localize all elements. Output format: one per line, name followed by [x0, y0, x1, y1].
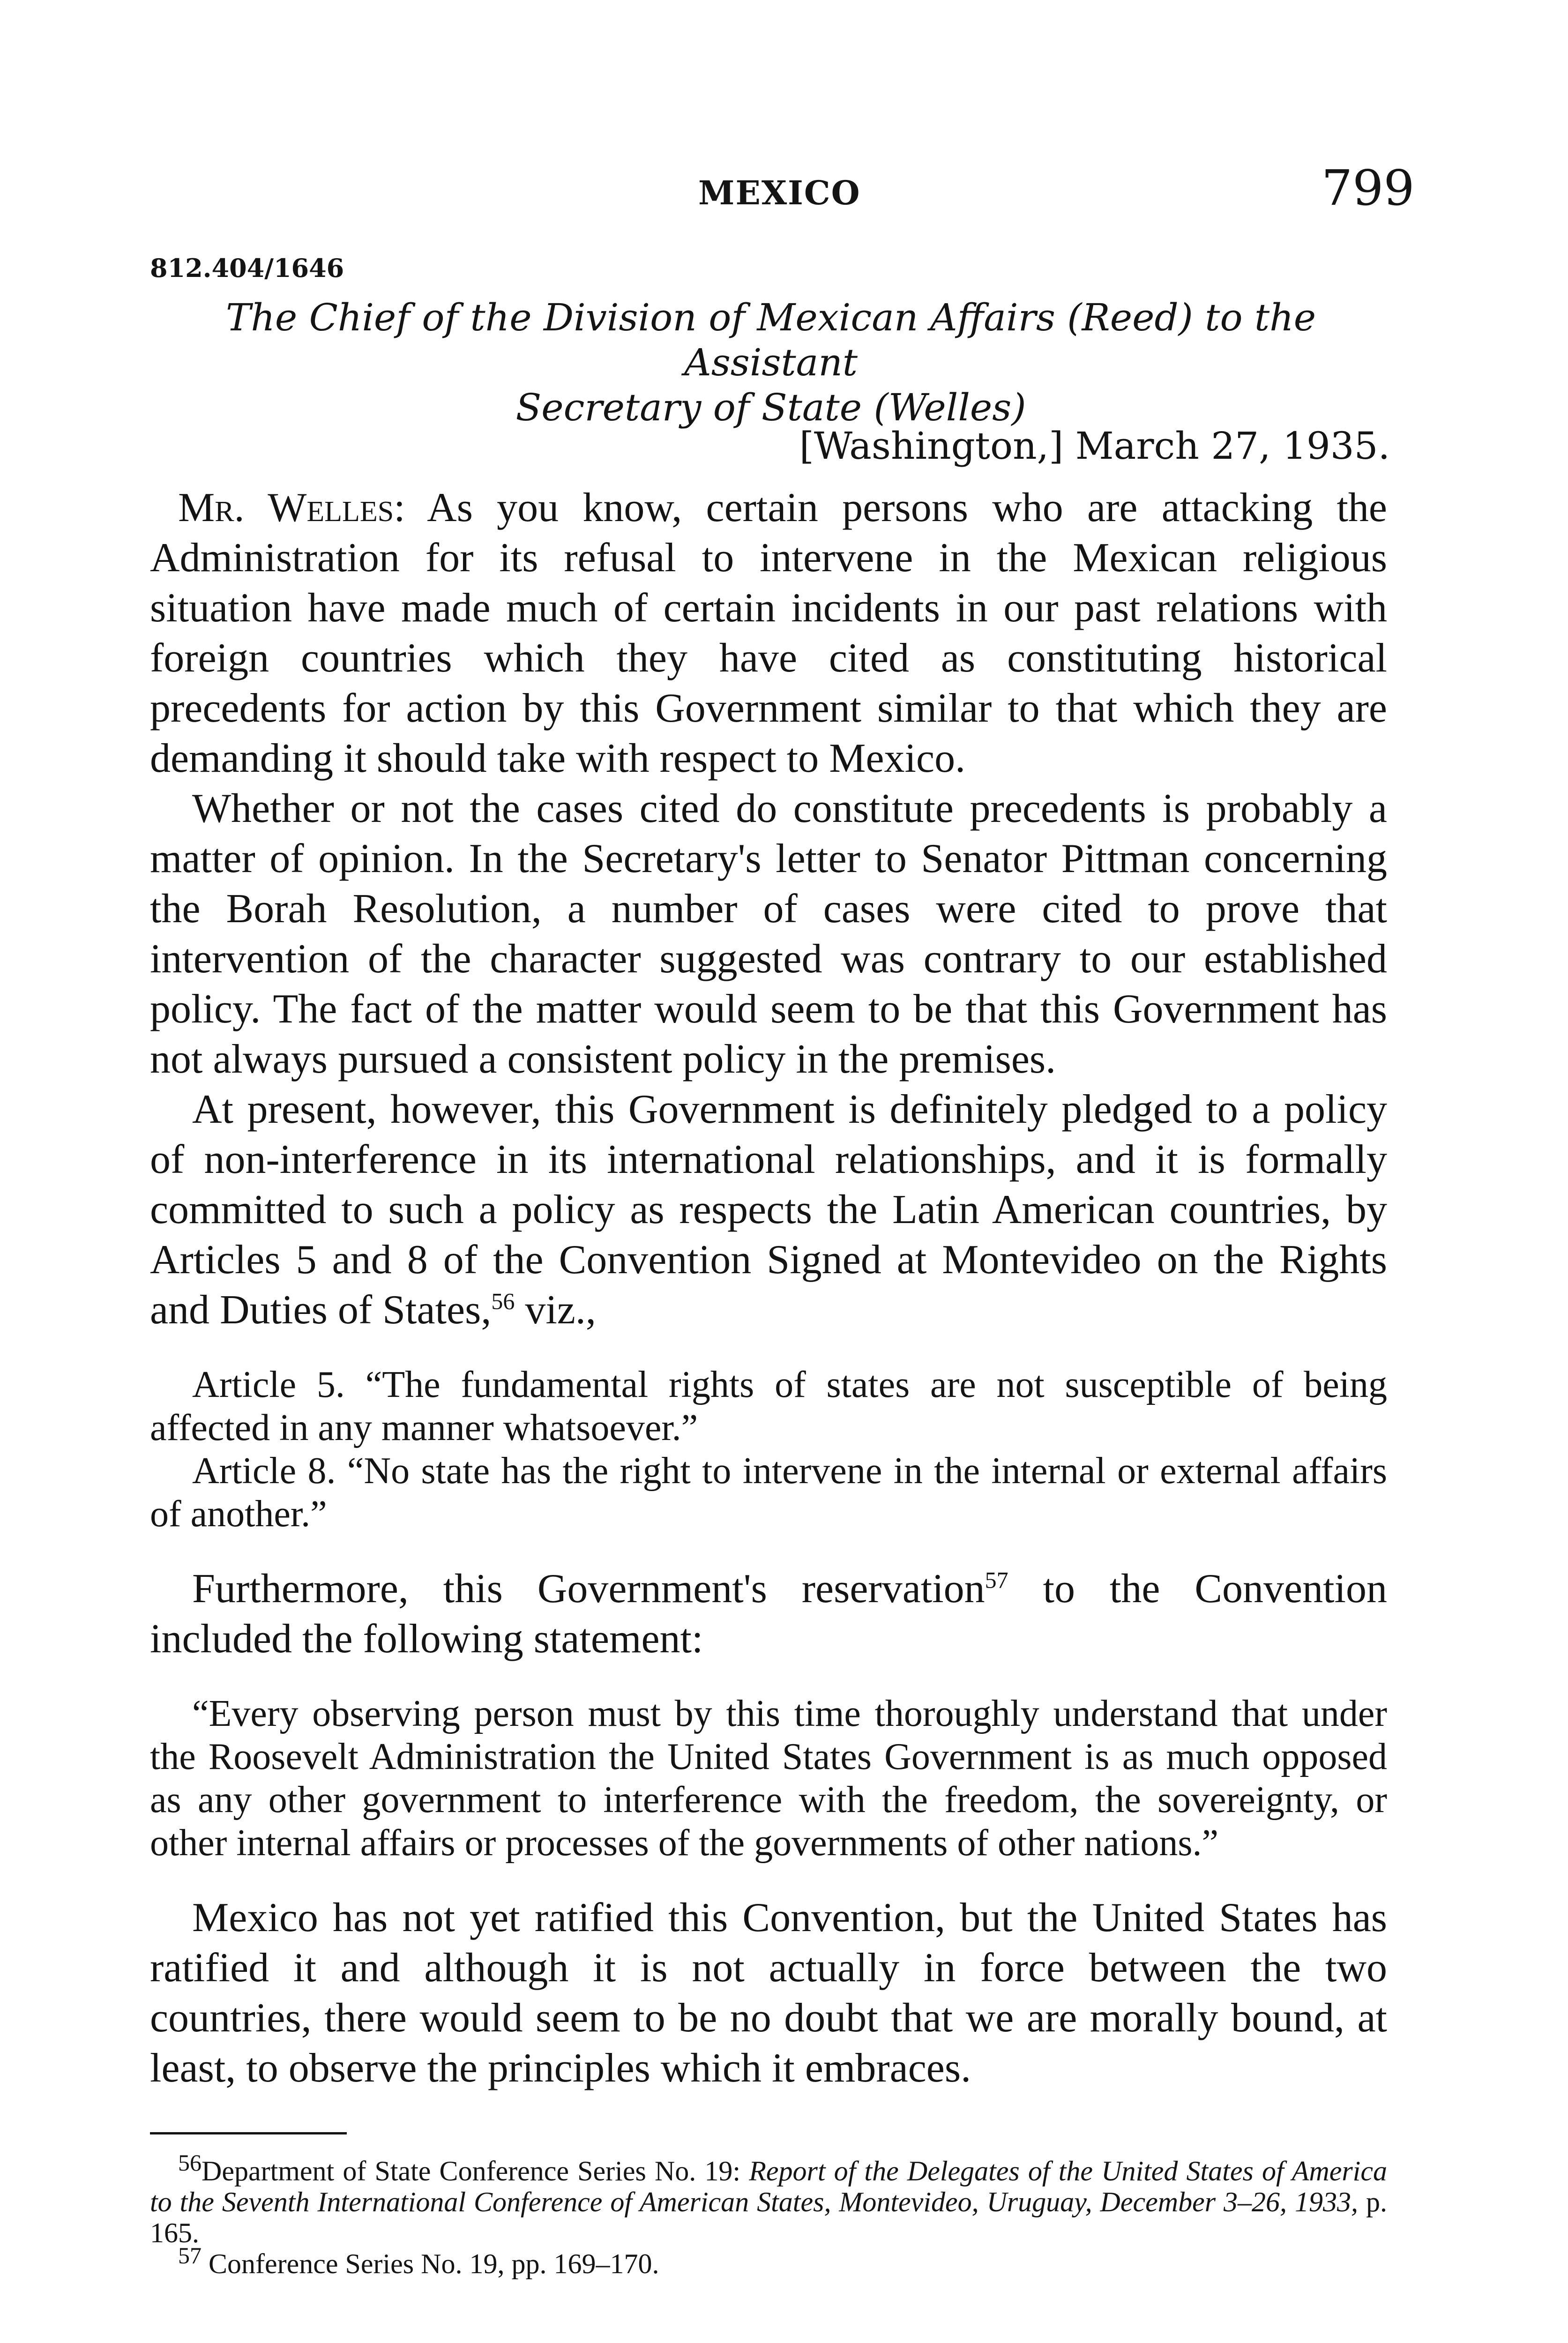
quoted-reservation [150, 1692, 1387, 1865]
quoted-articles [150, 1363, 1387, 1536]
paragraph-2: Whether or not the cases cited do constitute precedents is probably a matter of opinion. In the Secretary's letter to Senator Pittman concerning the Borah Resolution, a number of cases were cited to prove that intervention of the character suggested was contrary to our established policy. The fact of the matter would seem to be that this Government has not always pursued a consistent policy in the premises. [150, 786, 1387, 1082]
running-head [0, 155, 1568, 216]
footnote-57 [150, 2242, 1387, 2279]
paragraph-4-text: Furthermore, this Government's reservation [192, 1566, 985, 1612]
letter-body [150, 483, 1387, 2093]
document-title-line-2: Secretary of State (Welles) [515, 386, 1026, 429]
footnote-56-title: Report of the Delegates of the United States of America to the Seventh International Conference of American States, Montevideo, Uruguay, December 3–26, 1933, [150, 2156, 1387, 2217]
paragraph-3 [150, 1084, 1387, 1335]
paragraph-1 [150, 483, 1387, 783]
footnote-ref-57[interactable]: 57 [985, 1567, 1008, 1593]
paragraph-5: Mexico has not yet ratified this Convention, but the United States has ratified it and although it is not actually in force between the two countries, there would seem to be no doubt that we are morally bound, at least, to observe the principles which it embraces. [150, 1895, 1387, 2091]
footnotes [150, 2149, 1387, 2279]
running-head-title: MEXICO [698, 173, 861, 212]
document-title-line-1: The Chief of the Division of Mexican Affairs (Reed) to the Assistant [225, 296, 1316, 384]
footnote-ref-56[interactable]: 56 [491, 1288, 515, 1314]
quote-article-5: Article 5. “The fundamental rights of states are not susceptible of being affected in any manner whatsoever.” [150, 1364, 1387, 1448]
footnote-57-text: Conference Series No. 19, pp. 169–170. [209, 2248, 659, 2279]
paragraph-4 [150, 1564, 1387, 1664]
footnote-57-mark: 57 [178, 2242, 202, 2268]
footnote-56 [150, 2149, 1387, 2248]
salutation: Mr. Welles: [178, 485, 405, 530]
quote-reservation: “Every observing person must by this time thoroughly understand that under the Roosevelt Administration the United States Government is as much opposed as any other government to interference with the freedom, the sovereignty, or other internal affairs or processes of the governments of other nations.” [150, 1693, 1387, 1864]
footnote-56-mark: 56 [178, 2149, 202, 2176]
footnote-56-text: Department of State Conference Series No. 19: [202, 2156, 749, 2186]
page-number: 799 [1322, 159, 1415, 216]
paragraph-1-text: As you know, certain persons who are attacking the Administration for its refusal to intervene in the Mexican religious situation have made much of certain incidents in our past relations with foreign countries which they have cited as constituting historical precedents for action by this Government similar to that which they are demanding it should take with respect to Mexico. [150, 485, 1387, 781]
document-title [150, 295, 1392, 430]
footnote-divider [150, 2132, 347, 2134]
footnote-56-tail: p. 165. [150, 2186, 1387, 2248]
paragraph-3-tail: viz., [515, 1287, 596, 1333]
document-date: [Washington,] March 27, 1935. [799, 424, 1390, 468]
quote-article-8: Article 8. “No state has the right to intervene in the internal or external affairs of another.” [150, 1450, 1387, 1535]
paragraph-3-text: At present, however, this Government is definitely pledged to a policy of non-interference in its international relationships, and it is formally committed to such a policy as respects the Latin American countries, by Articles 5 and 8 of the Convention Signed at Montevideo on the Rights and Duties of States, [150, 1087, 1387, 1333]
paragraph-4-tail: to the Convention included the following statement: [150, 1566, 1387, 1662]
file-number: 812.404/1646 [150, 253, 344, 283]
